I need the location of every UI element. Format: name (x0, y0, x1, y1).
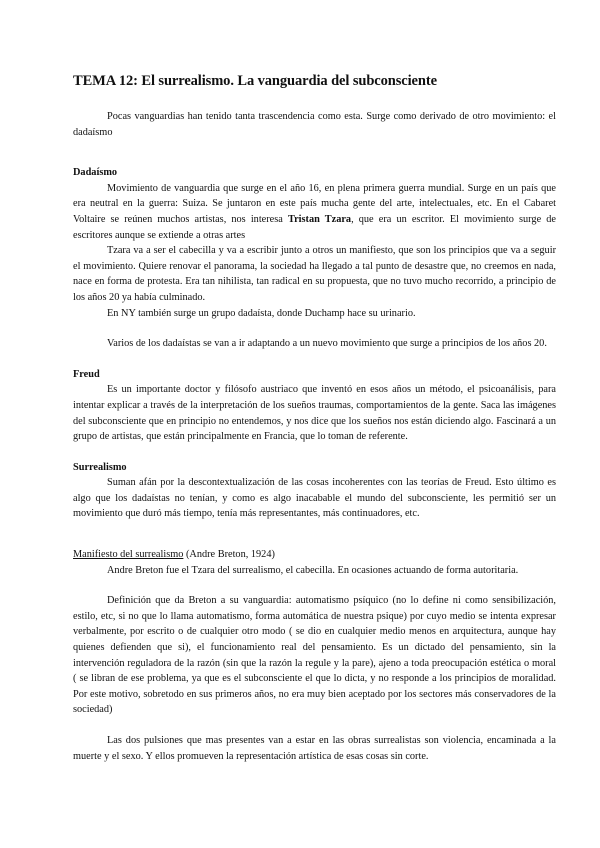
dadaismo-paragraph-1 (73, 181, 556, 243)
dadaismo-paragraph-3: En NY también surge un grupo dadaísta, donde Duchamp hace su urinario. (107, 307, 416, 319)
manifiesto-paragraph-2: Definición que da Breton a su vanguardia: automatismo psíquico (no lo define ni como sensibilización, estilo, etc, si no que lo llama automatismo, forma automática de nuestra psique) por cuyo medio se intenta expresar verbalmente, por escrito o de cualquier otro modo ( se dio en cualquier medio menos en arquitectura, aunque hay quienes defienden que si), el funcionamiento real del pensamiento. Es un dictado del pensamiento, sin la intervención reguladora de la razón (sin que la razón la regule y la pare), ajeno a toda preocupación estética o moral ( se libran de ese problema, ya que es el subconsciente el que lo dicta, y no responde a los principios de moralidad. Por este motivo, sobretodo en sus primeros años, no era muy bien aceptado por los sectores más conservadores de la sociedad) (73, 595, 556, 716)
manifiesto-paragraph-3: Las dos pulsiones que mas presentes van a estar en las obras surrealistas son violencia, encaminada a la muerte y el sexo. Y ellos promueven la representación artística de esas cosas sin corte. (73, 735, 556, 762)
surrealismo-paragraph: Suman afán por la descontextualización de las cosas incoherentes con las teorías de Freud. Esto último es algo que los dadaístas no tenían, y como es algo inacabable el mundo del subconsciente, les permitió ser un movimiento que duró más tiempo, tenía más representantes, más continuadores, etc. (73, 477, 556, 520)
manifiesto-paragraph-1: Andre Breton fue el Tzara del surrealismo, el cabecilla. En ocasiones actuando de forma autoritaria. (107, 564, 519, 576)
dadaismo-p1-text-b: , que era un escritor. El movimiento surge de escritores aunque se extiende a otras artes (73, 213, 556, 241)
manifiesto-author-year: (Andre Breton, 1924) (183, 549, 275, 561)
heading-freud: Freud (73, 368, 100, 380)
manifiesto-title: Manifiesto del surrealismo (73, 549, 184, 561)
intro-paragraph: Pocas vanguardias han tenido tanta trascendencia como esta. Surge como derivado de otro movimiento: el dadaísmo (73, 111, 556, 138)
heading-manifiesto (73, 547, 556, 563)
page-title: TEMA 12: El surrealismo. La vanguardia del subconsciente (73, 73, 437, 89)
dadaismo-p1-text-a: Movimiento de vanguardia que surge en el año 16, en plena primera guerra mundial. Surge en un país que era neutral en la guerra: Suiza. Se juntaron en este país mucha gente del arte, intelectuales, etc. En el Cabaret Voltaire se reúnen muchos artistas, nos interesa (73, 182, 556, 225)
heading-dadaismo: Dadaísmo (73, 167, 118, 179)
heading-surrealismo: Surrealismo (73, 461, 127, 473)
dadaismo-paragraph-4: Varios de los dadaístas se van a ir adaptando a un nuevo movimiento que surge a principios de los años 20. (107, 338, 547, 350)
freud-paragraph: Es un importante doctor y filósofo austriaco que inventó en esos años un método, el psicoanálisis, para intentar explicar a través de la interpretación de los sueños traumas, comportamientos de la gente. Saca las imágenes del subconsciente que en principio no entendemos, y nos dice que los sueños nos están diciendo algo. Fascinará a un grupo de artistas, que están principalmente en Francia, que lo toman de referente. (73, 384, 556, 443)
tristan-tzara-name: Tristan Tzara (287, 213, 352, 225)
dadaismo-paragraph-2: Tzara va a ser el cabecilla y va a escribir junto a otros un manifiesto, que son los principios que va a seguir el movimiento. Quiere renovar el panorama, la sociedad ha llegado a tal punto de desastre que, no creemos en nada, nace en forma de protesta. Era tan nihilista, tan radical en su propuesta, que no tuvo mucho recorrido, a principio de los años 20 ya había culminado. (73, 245, 556, 303)
